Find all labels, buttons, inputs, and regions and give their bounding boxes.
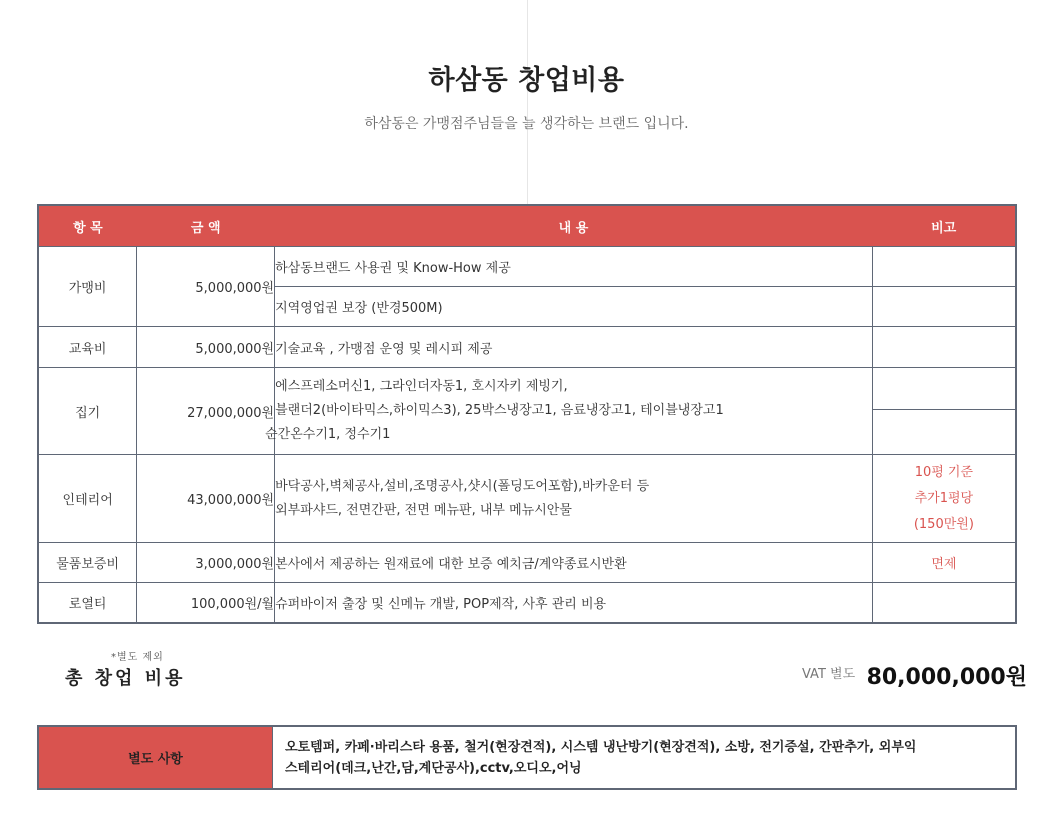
table-row [38,368,1016,410]
equipment-note-2 [872,410,1016,455]
franchise-content-2: 지역영업권 보장 (반경500M) [275,287,873,327]
education-note [872,327,1016,368]
equipment-line-3: 순간온수기1, 정수기1 [265,427,391,442]
header-amount: 금 액 [137,205,275,247]
franchise-note-1 [872,247,1016,287]
franchise-content-1: 하삼동브랜드 사용권 및 Know-How 제공 [275,247,873,287]
vat-label: VAT 별도 [802,667,856,682]
royalty-content: 슈퍼바이저 출장 및 신메뉴 개발, POP제작, 사후 관리 비용 [275,583,873,623]
interior-amount: 43,000,000원 [137,455,275,543]
interior-line-1: 바닥공사,벽체공사,설비,조명공사,샷시(폴딩도어포함),바카운터 등 [275,478,650,494]
equipment-line-1: 에스프레소머신1, 그라인더자동1, 호시자키 제빙기, [275,379,568,394]
interior-content [275,455,873,543]
extra-line-1: 오토템퍼, 카페·바리스타 용품, 철거(현장견적), 시스템 냉난방기(현장견적), 소방, 전기증설, 간판추가, 외부익 [285,739,917,755]
equipment-amount: 27,000,000원 [137,368,275,455]
interior-line-2: 외부파샤드, 전면간판, 전면 메뉴판, 내부 메뉴시안물 [275,502,572,518]
interior-note-line-3: (150만원) [913,516,974,532]
deposit-amount: 3,000,000원 [137,543,275,583]
equipment-line-2: 블랜더2(바이타믹스,하이믹스3), 25박스냉장고1, 음료냉장고1, 테이블냉장고1 [275,403,724,418]
extra-text [273,726,1017,789]
interior-note-line-2: 추가1평당 [914,490,974,506]
franchise-note-2 [872,287,1016,327]
total-cost-label: 총 창업 비용 [65,668,186,689]
deposit-item: 물품보증비 [38,543,137,583]
header-item: 항 목 [38,205,137,247]
table-row [38,455,1016,543]
interior-note [872,455,1016,543]
equipment-content [265,368,873,455]
interior-note-line-1: 10평 기준 [914,464,974,480]
table-header-row [38,205,1016,247]
extra-line-2: 스테리어(데크,난간,담,계단공사),cctv,오디오,어닝 [285,760,582,776]
deposit-note: 면제 [872,543,1016,583]
education-item: 교육비 [38,327,137,368]
deposit-content: 본사에서 제공하는 원재료에 대한 보증 예치금/계약종료시반환 [275,543,873,583]
royalty-note [872,583,1016,623]
education-amount: 5,000,000원 [137,327,275,368]
table-row [38,543,1016,583]
table-row [38,583,1016,623]
header-note: 비고 [872,205,1016,247]
royalty-item: 로열티 [38,583,137,623]
equipment-item: 집기 [38,368,137,455]
franchise-item: 가맹비 [38,247,137,327]
interior-item: 인테리어 [38,455,137,543]
table-row [38,247,1016,287]
franchise-amount: 5,000,000원 [137,247,275,327]
royalty-amount: 100,000원/월 [137,583,275,623]
extra-label: 별도 사항 [38,726,273,789]
extra-row [38,726,1016,789]
cost-table [37,204,1017,624]
total-cost-value: 80,000,000원 [866,665,1027,690]
education-content: 기술교육 , 가맹점 운영 및 레시피 제공 [275,327,873,368]
equipment-note-1 [872,368,1016,410]
extra-items-table [37,725,1017,790]
excluded-note: *별도 제외 [111,652,164,663]
header-content: 내 용 [275,205,873,247]
center-divider-line [527,0,528,205]
page-subtitle: 하삼동은 가맹점주님들을 늘 생각하는 브랜드 입니다. [364,116,689,132]
table-row [38,327,1016,368]
page-title: 하삼동 창업비용 [428,65,625,96]
